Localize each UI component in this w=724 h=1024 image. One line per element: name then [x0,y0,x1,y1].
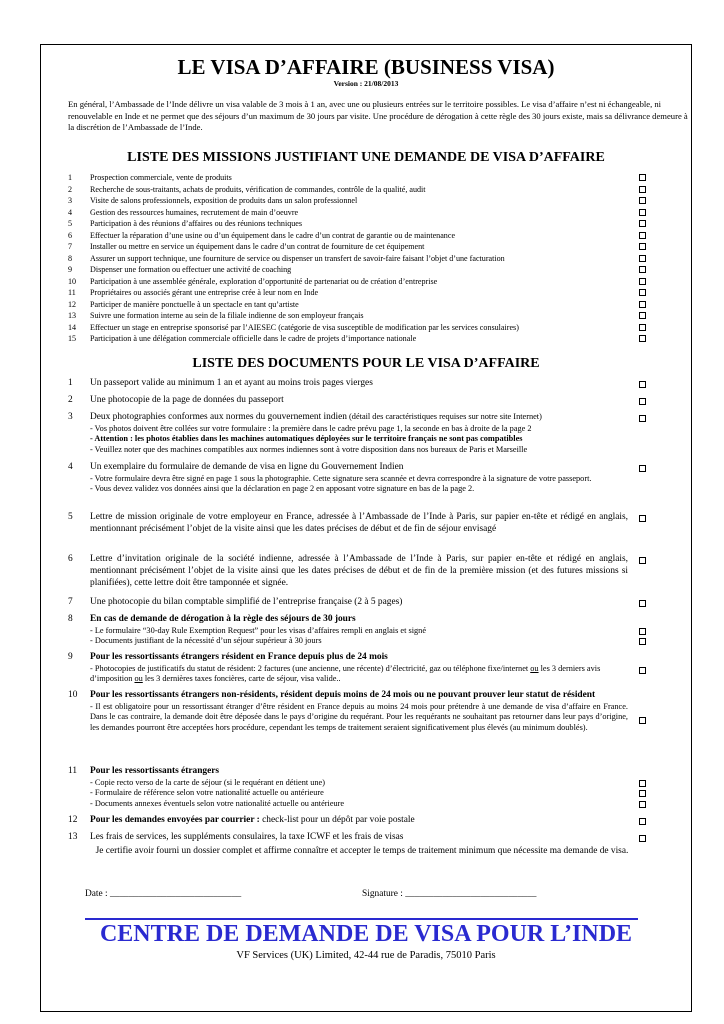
document-number: 7 [68,597,73,607]
mission-number: 14 [68,322,77,332]
checkbox[interactable] [639,324,646,331]
checkbox[interactable] [639,186,646,193]
checkbox[interactable] [639,628,646,635]
checkbox[interactable] [639,818,646,825]
document-subitem: - Vos photos doivent être collées sur votre formulaire : la première dans le cadre prévu page 1, la seconde en bas à droite de la page 2 [90,423,532,433]
mission-text: Installer ou mettre en service un équipement dans le cadre d’un contrat de fourniture de cet équipement [90,242,425,251]
documents-heading: LISTE DES DOCUMENTS POUR LE VISA D’AFFAIRE [192,356,540,371]
missions-list [68,172,656,345]
document-text: Lettre d’invitation originale de la société indienne, adressée à l’Ambassade de l’Inde à Paris, sur papier en-tête et rédigé en anglais, mentionnant précisément l’objet de la visite ainsi que les dates précises de début et de fin de la première mission (et des futures missions si planifiées), cette lettre doit être tamponnée et signée. [90,554,628,588]
document-subitem: les 3 dernières taxes foncières, carte de séjour, visa valide.. [142,674,341,684]
mission-number: 7 [68,242,73,251]
document-text: Lettre de mission originale de votre employeur en France, adressée à l’Ambassade de l’Inde à Paris, sur papier en-tête et rédigé en anglais, mentionnant précisément l’objet de la visite ainsi que les dates précises de début et de fin de séjour envisagé [90,512,628,534]
document-text: Les frais de services, les suppléments consulaires, la taxe ICWF et les frais de visas [90,832,404,842]
document-subitem: - Votre formulaire devra être signé en page 1 sous la photographie. Cette signature sera scannée et devra correspondre à la signature de votre passeport. [90,473,592,483]
document-note: (détail des caractéristiques requises sur notre site Internet) [346,412,542,421]
document-text: Une photocopie du bilan comptable simplifié de l’entreprise française (2 à 5 pages) [90,597,403,607]
version-label: Version : 21/08/2013 [333,79,399,88]
checkbox[interactable] [639,398,646,405]
document-text: En cas de demande de dérogation à la règle des séjours de 30 jours [90,614,356,624]
page-title: LE VISA D’AFFAIRE (BUSINESS VISA) [177,55,555,79]
checkbox[interactable] [639,790,646,797]
mission-item [68,253,656,265]
checkbox[interactable] [639,255,646,262]
checkbox[interactable] [639,667,646,674]
mission-item [68,264,656,276]
mission-item [68,241,656,253]
footer-address: VF Services (UK) Limited, 42-44 rue de Paradis, 75010 Paris [236,950,496,961]
document-subitem: - Documents justifiant de la nécessité d’un séjour supérieur à 30 jours [90,636,322,646]
document-subitem: - Il est obligatoire pour un ressortissant étranger d’être résident en France depuis au moins 24 mois pour prétendre à une demande de visa d’affaire en France. Dans le cas contraire, la demande doit être déposée dans le pays d’origine du requérant. Pour les requérants ne souhaitant pas retourner dans leur pays d’origine, les demandes pourront être acceptées hors procédure, cependant les temps de traitement seraient significativement plus élevés (au minimum doublés). [90,701,628,732]
mission-number: 15 [68,334,77,343]
document-subitem: - Veuillez noter que des machines compatibles aux normes indiennes sont à votre disposition dans nos bureaux de Paris et Marseille [90,444,528,454]
document-text: Deux photographies conformes aux normes du gouvernement indien [90,412,347,422]
checkbox[interactable] [639,801,646,808]
signature-field[interactable]: Signature : ____________________________ [362,889,537,899]
document-number: 11 [68,766,78,776]
document-warning: - Attention : les photos établies dans les machines automatiques déployées sur le territoire français ne sont pas compatibles [90,434,523,444]
checkbox[interactable] [639,220,646,227]
checkbox[interactable] [639,415,646,422]
document-text: Pour les ressortissants étrangers résident en France depuis plus de 24 mois [90,652,388,662]
document-text: Une photocopie de la page de données du passeport [90,395,284,405]
document-item-1 [68,378,656,390]
footer-divider [85,918,638,920]
document-number: 5 [68,512,73,522]
document-number: 10 [68,690,78,700]
checkbox[interactable] [639,515,646,522]
or-word: ou [134,674,143,684]
document-item-12 [68,815,656,827]
document-item-2 [68,395,656,407]
document-number: 8 [68,614,73,624]
checkbox[interactable] [639,278,646,285]
mission-number: 5 [68,219,73,228]
mission-text: Participer de manière ponctuelle à un spectacle en tant qu’artiste [90,299,299,309]
document-item-11 [68,766,656,809]
intro-paragraph: En général, l’Ambassade de l’Inde délivre un visa valable de 3 mois à 1 an, avec une ou plusieurs entrées sur le territoire possibles. Le visa d’affaire n’est ni échangeable, ni renouvelable en Inde et ne permet que des séjours d’un maximum de 30 jours par visite. Une procédure de dérogation à cette règle des 30 jours existe, mais sa délivrance demeure à la discrétion de l’Ambassade de l’Inde. [68,99,688,132]
checkbox[interactable] [639,717,646,724]
mission-item [68,322,656,334]
mission-number: 3 [68,196,73,205]
mission-number: 1 [68,173,73,182]
document-item-13 [68,832,656,844]
mission-number: 2 [68,184,73,194]
checkbox[interactable] [639,301,646,308]
mission-text: Participation à une assemblée générale, exploration d’opportunité de partenariat ou de création d’entreprise [90,276,438,286]
document-text: Pour les ressortissants étrangers [90,766,220,776]
footer-title: CENTRE DE DEMANDE DE VISA POUR L’INDE [99,921,633,947]
mission-text: Dispenser une formation ou effectuer une activité de coaching [90,265,292,274]
document-subitem: - Le formulaire “30-day Rule Exemption Request” pour les visas d’affaires rempli en anglais et signé [90,625,426,635]
mission-item [68,299,656,311]
checkbox[interactable] [639,232,646,239]
document-item-6 [68,554,656,589]
mission-text: Recherche de sous-traitants, achats de produits, vérification de commandes, contrôle de la qualité, audit [90,184,426,194]
mission-item [68,310,656,322]
document-number: 6 [68,554,73,564]
checkbox[interactable] [639,174,646,181]
checkbox[interactable] [639,209,646,216]
certification-text: Je certifie avoir fourni un dossier complet et affirme connaître et accepter le temps de traitement minimum que nécessite ma demande de visa. [95,846,629,856]
mission-number: 10 [68,276,77,286]
checkbox[interactable] [639,197,646,204]
document-number: 4 [68,462,73,472]
mission-item [68,333,656,345]
checkbox[interactable] [639,243,646,250]
document-item-4 [68,462,656,495]
mission-text: Prospection commerciale, vente de produits [90,173,232,182]
or-word: ou [530,663,539,673]
mission-text: Assurer un support technique, une fourniture de service ou dispenser un transfert de savoir-faire faisant l’objet d’une facturation [90,253,505,263]
document-item-9 [68,652,656,685]
document-item-3 [68,412,656,455]
mission-item [68,172,656,184]
document-number: 1 [68,378,73,388]
mission-number: 8 [68,253,73,263]
mission-item [68,218,656,230]
document-text: Un exemplaire du formulaire de demande de visa en ligne du Gouvernement Indien [90,462,404,472]
document-item-10 [68,690,656,733]
document-subitem: - Photocopies de justificatifs du statut de résident: 2 factures (une ancienne, une récente) d’électricité, gaz ou téléphone fixe/internet [90,663,531,673]
mission-text: Effectuer un stage en entreprise sponsorisé par l’AIESEC (catégorie de visa susceptible de modification par les services consulaires) [90,322,519,332]
checkbox[interactable] [639,289,646,296]
document-text: Pour les demandes envoyées par courrier : [90,815,263,825]
mission-number: 6 [68,230,73,240]
document-number: 12 [68,815,78,825]
mission-number: 12 [68,299,77,309]
mission-item [68,230,656,242]
checkbox[interactable] [639,266,646,273]
mission-text: Gestion des ressources humaines, recrutement de main d’oeuvre [90,207,299,217]
mission-text: Participation à des réunions d’affaires ou des réunions techniques [90,219,303,228]
checkbox[interactable] [639,465,646,472]
checkbox[interactable] [639,335,646,342]
mission-item [68,195,656,207]
checkbox[interactable] [639,780,646,787]
document-text: Pour les ressortissants étrangers non-résidents, résident depuis moins de 24 mois ou ne pouvant prouver leur statut de résident [90,690,596,700]
document-subitem: - Documents annexes éventuels selon votre nationalité actuelle ou antérieure [90,798,345,808]
document-item-7 [68,597,656,609]
document-number: 9 [68,652,73,662]
document-item-5 [68,512,656,536]
checkbox[interactable] [639,600,646,607]
document-subitem: - Formulaire de référence selon votre nationalité actuelle ou antérieure [90,788,324,798]
document-link[interactable]: check-list pour un dépôt par voie postale [262,815,415,825]
mission-number: 11 [68,288,76,297]
mission-item [68,207,656,219]
checkbox[interactable] [639,835,646,842]
document-number: 13 [68,832,78,842]
checkbox[interactable] [639,638,646,645]
mission-item [68,287,656,299]
mission-item [68,184,656,196]
document-item-8 [68,614,656,647]
mission-number: 13 [68,311,77,320]
date-field[interactable]: Date : ____________________________ [85,889,242,899]
mission-item [68,276,656,288]
missions-heading: LISTE DES MISSIONS JUSTIFIANT UNE DEMANDE DE VISA D’AFFAIRE [127,150,605,165]
checkbox[interactable] [639,312,646,319]
document-number: 2 [68,395,73,405]
document-subitem: - Copie recto verso de la carte de séjour (si le requérant en détient une) [90,777,325,787]
mission-text: Propriétaires ou associés gérant une entreprise crée à leur nom en Inde [90,288,319,297]
document-number: 3 [68,412,73,422]
checkbox[interactable] [639,557,646,564]
checkbox[interactable] [639,381,646,388]
document-subitem: - Vous devez validez vos données ainsi que la déclaration en page 2 en apposant votre signature en bas de la page 2. [90,484,475,494]
mission-text: Suivre une formation interne au sein de la filiale indienne de son employeur français [90,311,364,320]
mission-number: 4 [68,207,73,217]
document-subitem: les 3 derniers avis d’imposition [90,663,601,684]
mission-number: 9 [68,265,73,274]
mission-text: Visite de salons professionnels, exposition de produits dans un salon professionnel [90,196,358,205]
mission-text: Effectuer la réparation d’une usine ou d’un équipement dans le cadre d’un contrat de garantie ou de maintenance [90,230,456,240]
document-text: Un passeport valide au minimum 1 an et ayant au moins trois pages vierges [90,378,373,388]
mission-text: Participation à une délégation commerciale officielle dans le cadre de projets d’importance nationale [90,334,417,343]
